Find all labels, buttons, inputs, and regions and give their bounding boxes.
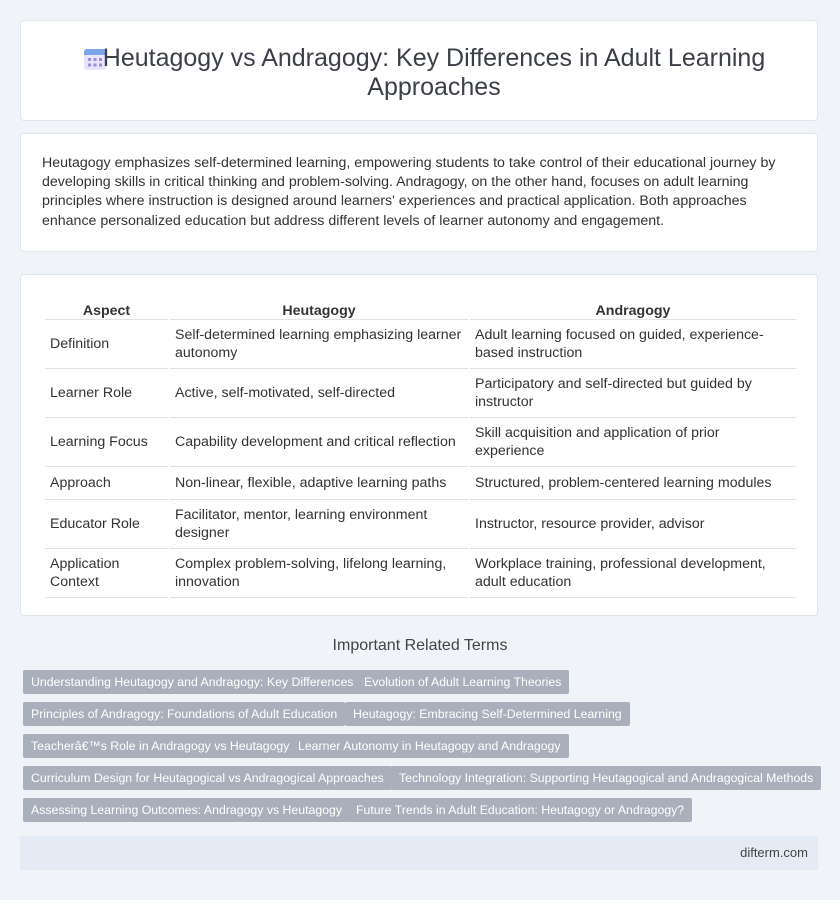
table-row	[45, 369, 796, 418]
table-row	[45, 467, 796, 500]
related-term-link[interactable]: Heutagogy: Embracing Self-Determined Learning	[345, 702, 630, 726]
table-cell: Self-determined learning emphasizing learner autonomy	[170, 320, 468, 369]
table-cell: Skill acquisition and application of prior experience	[470, 418, 796, 467]
table-header-aspect: Aspect	[45, 295, 168, 320]
table-cell: Adult learning focused on guided, experience-based instruction	[470, 320, 796, 369]
comparison-table	[43, 295, 798, 598]
table-cell: Instructor, resource provider, advisor	[470, 500, 796, 549]
related-term-link[interactable]: Teacherâ€™s Role in Andragogy vs Heutagogy	[23, 734, 297, 758]
table-cell: Approach	[45, 467, 168, 500]
table-row	[45, 418, 796, 467]
related-term-link[interactable]: Technology Integration: Supporting Heutagogical and Andragogical Methods	[391, 766, 821, 790]
table-cell: Workplace training, professional development, adult education	[470, 549, 796, 598]
table-cell: Facilitator, mentor, learning environment designer	[170, 500, 468, 549]
table-header-heutagogy: Heutagogy	[170, 295, 468, 320]
related-term-link[interactable]: Assessing Learning Outcomes: Andragogy vs Heutagogy	[23, 798, 350, 822]
table-cell: Capability development and critical reflection	[170, 418, 468, 467]
table-row	[45, 500, 796, 549]
table-cell: Non-linear, flexible, adaptive learning paths	[170, 467, 468, 500]
related-term-link[interactable]: Curriculum Design for Heutagogical vs Andragogical Approaches	[23, 766, 392, 790]
table-cell: Educator Role	[45, 500, 168, 549]
page-title: Heutagogy vs Andragogy: Key Differences in Adult Learning Approaches	[102, 44, 766, 101]
table-cell: Participatory and self-directed but guided by instructor	[470, 369, 796, 418]
table-cell: Learning Focus	[45, 418, 168, 467]
related-term-link[interactable]: Learner Autonomy in Heutagogy and Andragogy	[290, 734, 569, 758]
related-term-link[interactable]: Principles of Andragogy: Foundations of Adult Education	[23, 702, 345, 726]
table-cell: Learner Role	[45, 369, 168, 418]
related-term-link[interactable]: Evolution of Adult Learning Theories	[356, 670, 569, 694]
table-header-andragogy: Andragogy	[470, 295, 796, 320]
intro-text: Heutagogy emphasizes self-determined learning, empowering students to take control of their educational journey by developing skills in critical thinking and problem-solving. Andragogy, on the other hand, focuses on adult learning principles where instruction is designed around learners' experiences and practical application. Both approaches enhance personalized education but address different levels of learner autonomy and engagement.	[42, 155, 776, 229]
comparison-card	[20, 274, 818, 616]
footer-site-link[interactable]: difterm.com	[740, 845, 808, 860]
table-cell: Complex problem-solving, lifelong learning, innovation	[170, 549, 468, 598]
related-term-link[interactable]: Future Trends in Adult Education: Heutagogy or Andragogy?	[348, 798, 692, 822]
footer	[20, 836, 818, 870]
table-cell: Active, self-motivated, self-directed	[170, 369, 468, 418]
table-row	[45, 320, 796, 369]
table-row	[45, 549, 796, 598]
related-term-link[interactable]: Understanding Heutagogy and Andragogy: Key Differences	[23, 670, 361, 694]
intro-card	[20, 133, 818, 252]
table-cell: Definition	[45, 320, 168, 369]
header-card	[20, 20, 818, 121]
table-cell: Application Context	[45, 549, 168, 598]
related-terms-title: Important Related Terms	[332, 637, 508, 654]
table-cell: Structured, problem-centered learning modules	[470, 467, 796, 500]
